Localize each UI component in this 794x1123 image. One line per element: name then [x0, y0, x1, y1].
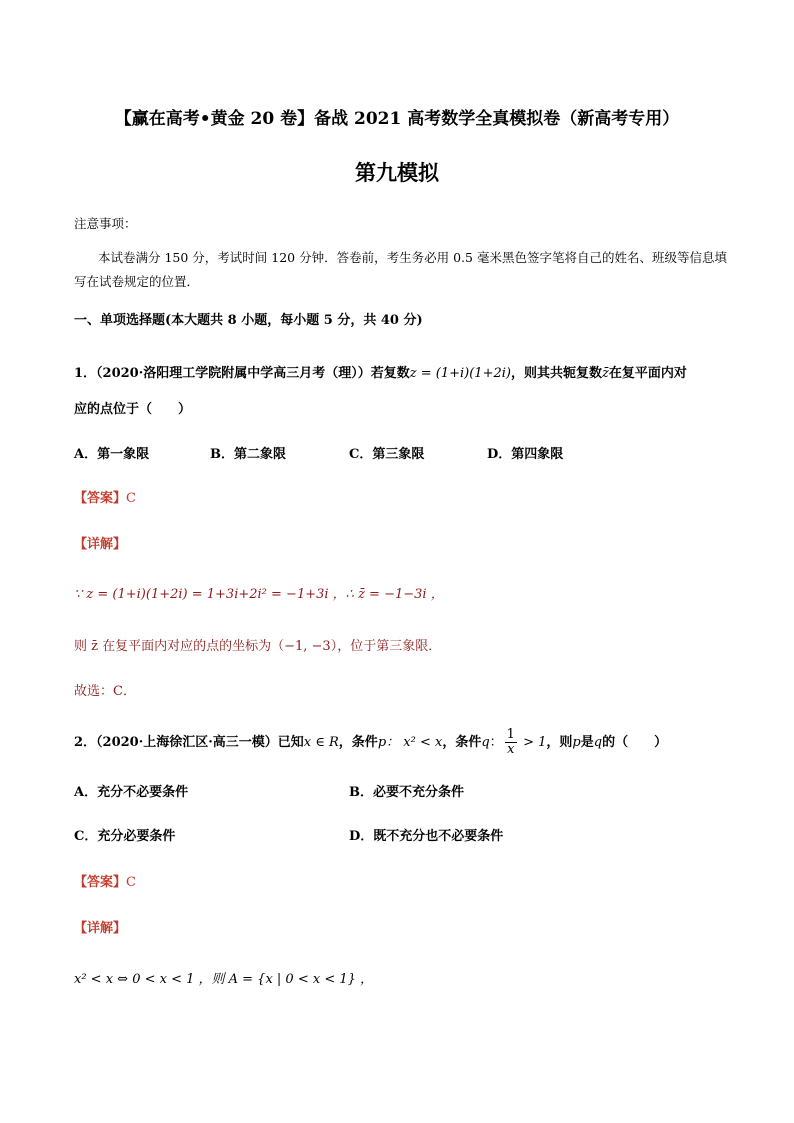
question-1-solution-line-2: 则 z̄ 在复平面内对应的点的坐标为（−1, −3），位于第三象限． — [74, 639, 442, 654]
question-2-q-label: ，条件 — [442, 735, 482, 750]
question-2-option-c: C．充分必要条件 — [74, 829, 176, 844]
section-heading: 一、单项选择题(本大题共 8 小题，每小题 5 分，共 40 分) — [74, 313, 423, 328]
question-2-fraction — [505, 728, 517, 757]
question-2-tail-1: ，则 — [546, 735, 573, 750]
answer-value: C — [126, 875, 136, 890]
notice-heading: 注意事项： — [74, 216, 137, 231]
question-2-tail-3: 的（ ） — [602, 735, 668, 750]
question-2-q-ref: q — [593, 735, 603, 750]
question-1-option-d: D．第四象限 — [487, 447, 564, 462]
fraction-denominator: x — [507, 742, 515, 757]
question-2-q-colon: ： — [489, 735, 503, 750]
question-2-answer — [74, 871, 136, 890]
answer-label: 【答案】 — [74, 875, 127, 890]
question-2-tail-2: 是 — [580, 735, 594, 750]
document-subtitle: 第九模拟 — [355, 160, 439, 185]
question-1-prefix: 1．（2020·洛阳理工学院附属中学高三月考（理））若复数 — [74, 366, 410, 381]
question-2-q-inequality: > 1 — [518, 735, 547, 750]
question-1-solution-line-1: ∵ z = (1+i)(1+2i) = 1+3i+2i² = −1+3i ，∴ z̄ = −1−3i ， — [74, 587, 444, 602]
question-2-p-ref: p — [572, 735, 581, 750]
question-2-prefix: 2．（2020·上海徐汇区·高三一模）已知 — [74, 735, 304, 750]
question-1-mid: ，则其共轭复数 — [510, 366, 602, 381]
question-2-p-label: ，条件 — [338, 735, 378, 750]
question-2-option-b: B．必要不充分条件 — [349, 785, 464, 800]
question-1-suffix: 在复平面内对 — [608, 366, 687, 381]
answer-value: C — [126, 491, 136, 506]
document-title: 【赢在高考•黄金 20 卷】备战 2021 高考数学全真模拟卷（新高考专用） — [114, 109, 680, 129]
question-2-option-d: D．既不充分也不必要条件 — [349, 829, 504, 844]
question-2-condition: x ∈ R — [303, 735, 339, 750]
question-2-p: p — [377, 735, 387, 750]
question-1-detail-label: 【详解】 — [74, 537, 127, 552]
question-1-text — [74, 362, 687, 381]
question-2-text — [74, 728, 667, 757]
question-1-option-c: C．第三象限 — [349, 447, 425, 462]
question-1-conjugate: z̄ — [602, 366, 609, 381]
question-2-detail-label: 【详解】 — [74, 921, 127, 936]
question-2-option-a: A．充分不必要条件 — [74, 785, 189, 800]
notice-body: 本试卷满分 150 分，考试时间 120 分钟．答卷前，考生务必用 0.5 毫米黑色签字笔将自己的姓名、班级等信息填写在试卷规定的位置． — [74, 250, 727, 289]
question-2-solution-line-1: x² < x ⇔ 0 < x < 1 ，则 A = {x | 0 < x < 1} ， — [74, 972, 374, 987]
question-1-continuation: 应的点位于（ ） — [74, 402, 192, 417]
answer-label: 【答案】 — [74, 491, 127, 506]
question-1-answer — [74, 487, 136, 506]
question-1-option-b: B．第二象限 — [210, 447, 286, 462]
question-1-expression: z = (1+i)(1+2i) — [409, 366, 511, 381]
question-1-solution-line-3: 故选：C． — [74, 684, 136, 699]
question-2-q: q — [481, 735, 490, 750]
question-2-p-expression: ： x² < x — [386, 735, 443, 750]
question-1-option-a: A．第一象限 — [74, 447, 150, 462]
fraction-numerator: 1 — [506, 727, 515, 742]
